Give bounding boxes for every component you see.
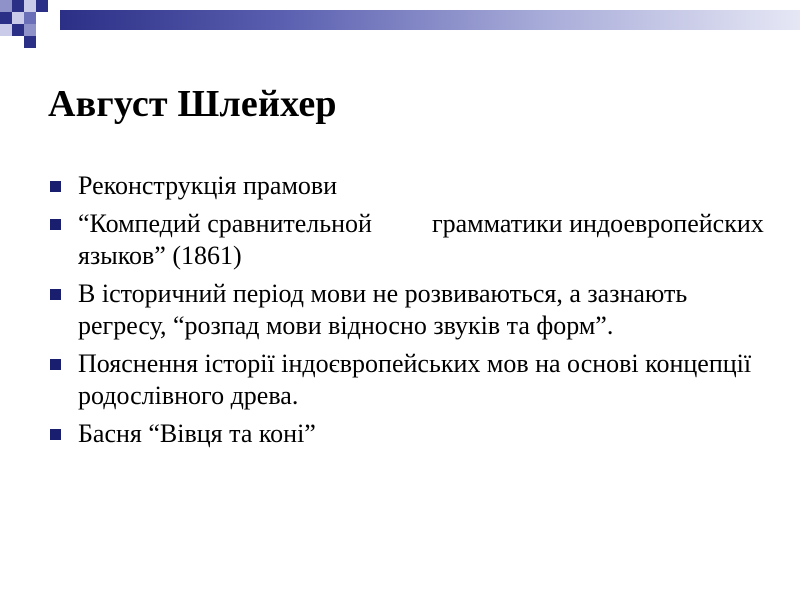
- decor-square: [0, 0, 12, 12]
- decor-square: [0, 12, 12, 24]
- bullet-item: [48, 208, 768, 272]
- bullet-text: В історичний період мови не розвиваються, а зазнають регресу, “розпад мови відносно звуків та форм”.: [78, 279, 688, 340]
- slide-title: Август Шлейхер: [48, 83, 337, 125]
- decor-square: [36, 0, 48, 12]
- square-bullet-icon: [50, 429, 61, 440]
- header-gradient-band: [60, 10, 800, 30]
- bullet-text: Реконструкція прамови: [78, 171, 338, 200]
- bullet-item: [48, 418, 768, 450]
- bullet-item: [48, 278, 768, 342]
- decor-square: [12, 0, 24, 12]
- square-bullet-icon: [50, 181, 61, 192]
- decor-square: [24, 0, 36, 12]
- decor-square: [24, 24, 36, 36]
- square-bullet-icon: [50, 289, 61, 300]
- bullet-text: “Компедий сравнительной: [78, 209, 372, 238]
- bullet-text: Пояснення історії індоєвропейських мов на основі концепції родослівного древа.: [78, 349, 752, 410]
- bullet-text: грамматики индоевропейских языков” (1861): [78, 209, 764, 270]
- decor-square: [12, 24, 24, 36]
- decor-square: [24, 12, 36, 24]
- bullet-item: [48, 170, 768, 202]
- bullet-list: [48, 170, 768, 456]
- bullet-text: Басня “Вівця та коні”: [78, 419, 316, 448]
- square-bullet-icon: [50, 359, 61, 370]
- square-bullet-icon: [50, 219, 61, 230]
- decor-square: [12, 12, 24, 24]
- bullet-item: [48, 348, 768, 412]
- decor-square: [24, 36, 36, 48]
- decor-square: [0, 24, 12, 36]
